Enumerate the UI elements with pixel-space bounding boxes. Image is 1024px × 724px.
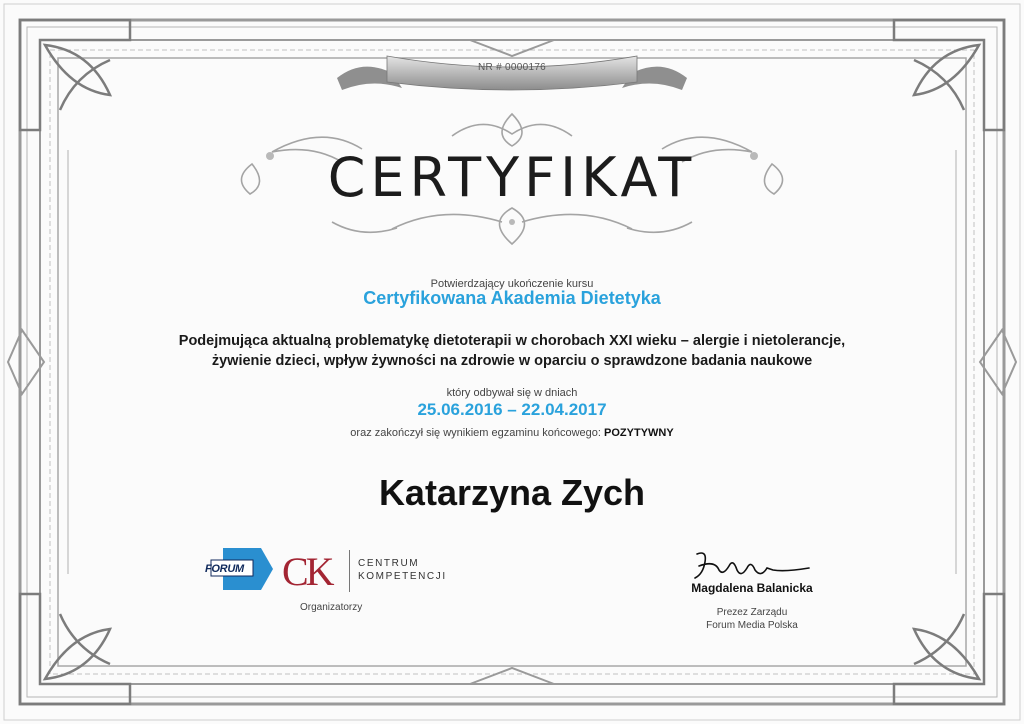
course-description [62, 331, 962, 371]
signatory-role-line1: Prezez Zarządu [716, 607, 788, 618]
forum-logo-text: FORUM [205, 563, 244, 575]
signatory-role-line2: Forum Media Polska [706, 620, 798, 631]
exam-result [62, 427, 962, 439]
signatory-role [672, 606, 832, 632]
signatory-name: Magdalena Balanicka [691, 581, 813, 595]
organizers-caption: Organizatorzy [300, 602, 363, 613]
signature [685, 548, 815, 582]
certificate-number: NR # 0000176 [477, 62, 547, 73]
ck-label-line1: CENTRUM [358, 558, 420, 569]
recipient-name: Katarzyna Zych [378, 472, 646, 513]
ck-logo: CK [282, 549, 332, 594]
intro-text: Potwierdzający ukończenie kursu [430, 278, 594, 290]
ribbon-banner [332, 48, 692, 98]
result-value: POZYTYWNY [604, 427, 674, 439]
course-name: Certyfikowana Akademia Dietetyka [363, 288, 661, 308]
course-description-line1: Podejmująca aktualną problematykę dietoterapii w chorobach XXI wieku – alergie i nietolerancje, [178, 333, 846, 349]
ck-label-line2: KOMPETENCJI [358, 571, 447, 582]
result-label: oraz zakończył się wynikiem egzaminu końcowego: [350, 427, 601, 439]
held-label: który odbywał się w dniach [446, 387, 578, 399]
ck-label [358, 557, 447, 583]
course-description-line2: żywienie dzieci, wpływ żywności na zdrowie w oparciu o sprawdzone badania naukowe [211, 353, 813, 369]
ck-divider [349, 550, 350, 592]
course-dates: 25.06.2016 – 22.04.2017 [417, 400, 607, 419]
certificate-title: CERTYFIKAT [327, 146, 697, 209]
